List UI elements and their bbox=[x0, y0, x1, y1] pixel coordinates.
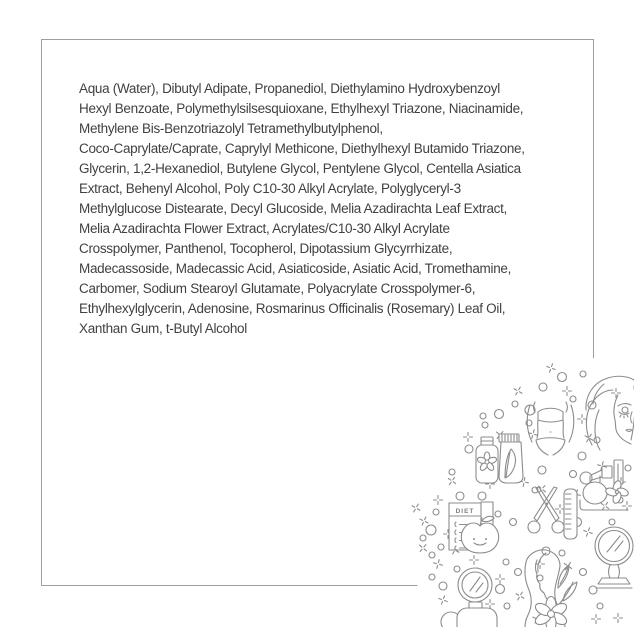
ingredients-line: Hexyl Benzoate, Polymethylsilsesquioxane, Ethylhexyl Triazone, Niacinamide, bbox=[79, 101, 524, 116]
ingredients-line: Melia Azadirachta Flower Extract, Acrylates/C10-30 Alkyl Acrylate bbox=[79, 221, 450, 236]
ingredients-line: Coco-Caprylate/Caprate, Caprylyl Methicone, Diethylhexyl Butamido Triazone, bbox=[79, 141, 525, 156]
ingredients-list bbox=[79, 79, 591, 339]
ingredients-line: Madecassoside, Madecassic Acid, Asiaticoside, Asiatic Acid, Tromethamine, bbox=[79, 261, 512, 276]
ingredients-line: Carbomer, Sodium Stearoyl Glutamate, Polyacrylate Crosspolymer-6, bbox=[79, 281, 476, 296]
ingredients-line: Ethylhexylglycerin, Adenosine, Rosmarinus Officinalis (Rosemary) Leaf Oil, bbox=[79, 301, 506, 316]
beauty-illustration bbox=[390, 350, 634, 627]
cosmetic-bottle-tube-icon bbox=[476, 434, 523, 483]
ingredients-line: Glycerin, 1,2-Hexanediol, Butylene Glycol, Pentylene Glycol, Centella Asiatica bbox=[79, 161, 521, 176]
diet-label: DIET bbox=[455, 508, 475, 515]
ingredients-line: Crosspolymer, Panthenol, Tocopherol, Dipotassium Glycyrrhizate, bbox=[79, 241, 453, 256]
ingredients-line: Xanthan Gum, t-Butyl Alcohol bbox=[79, 321, 247, 336]
ingredients-line: Methylene Bis-Benzotriazolyl Tetramethylbutylphenol, bbox=[79, 121, 383, 136]
ingredients-line: Extract, Behenyl Alcohol, Poly C10-30 Alkyl Acrylate, Polyglyceryl-3 bbox=[79, 181, 461, 196]
ingredients-line: Aqua (Water), Dibutyl Adipate, Propanediol, Diethylamino Hydroxybenzoyl bbox=[79, 81, 500, 96]
ingredients-line: Methylglucose Distearate, Decyl Glucoside, Melia Azadirachta Leaf Extract, bbox=[79, 201, 508, 216]
